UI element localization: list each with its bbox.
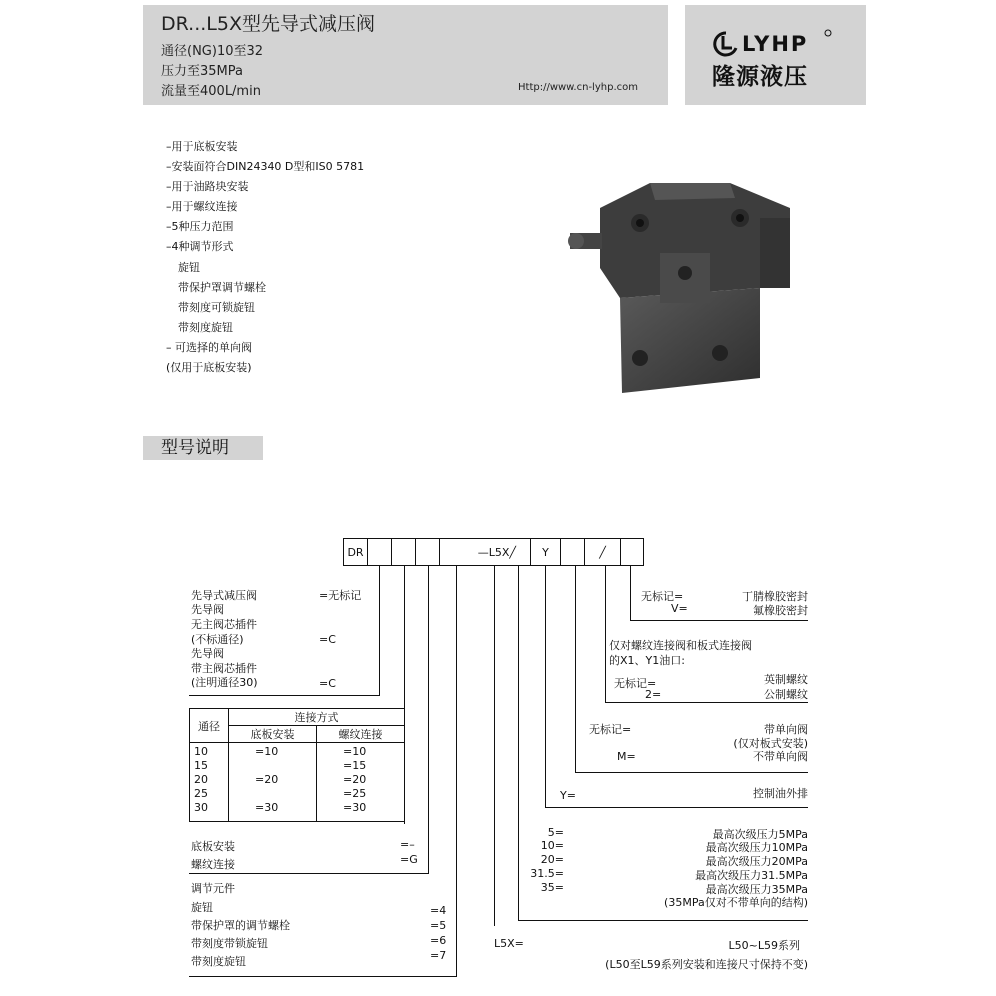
type-label: 先导式减压阀 [191, 589, 257, 602]
spec-line: 通径(NG)10至32 [161, 44, 264, 59]
table-cell: 20 [194, 773, 208, 786]
series-desc: L50~L59系列 [728, 939, 800, 952]
feature-subitem: 带保护罩调节螺栓 [178, 281, 266, 294]
seal-desc: 丁腈橡胶密封 [742, 590, 808, 603]
table-cell: =20 [343, 773, 367, 786]
lyhp-logo-icon [712, 28, 832, 58]
type-label: 无主阀芯插件 [191, 618, 257, 631]
type-code: =C [319, 677, 336, 690]
code-box [391, 538, 416, 566]
table-header: 通径 [190, 709, 229, 743]
connection-table [189, 708, 405, 822]
table-header: 底板安装 [229, 726, 317, 743]
mount-label: 螺纹连接 [191, 858, 235, 871]
feature-item: –安装面符合DIN24340 D型和IS0 5781 [166, 160, 365, 173]
check-desc: 带单向阀 [764, 723, 808, 736]
type-label: 带主阀芯插件 [191, 662, 257, 675]
type-label: 先导阀 [191, 647, 224, 660]
table-cell: 15 [194, 759, 208, 772]
svg-text:LYHP: LYHP [742, 32, 809, 56]
pressure-code: 31.5= [530, 867, 564, 880]
table-cell: =10 [343, 745, 367, 758]
adjust-code: =6 [430, 934, 447, 947]
thread-code: 无标记= [614, 677, 657, 690]
seal-code: V= [671, 602, 688, 615]
code-box [620, 538, 644, 566]
feature-item: –用于底板安装 [166, 140, 238, 153]
code-box: DR [343, 538, 368, 566]
code-box-series: —L5X╱ [439, 538, 531, 566]
pressure-desc: 最高次级压力35MPa [705, 883, 808, 896]
spec-line: 流量至400L/min [161, 84, 261, 99]
table-cell: =25 [343, 787, 367, 800]
port-note: 仅对螺纹连接阀和板式连接阀 [609, 639, 752, 652]
table-header: 连接方式 [229, 709, 405, 726]
type-code: =无标记 [319, 589, 362, 602]
adjust-label: 带保护罩的调节螺栓 [191, 919, 290, 932]
port-note: 的X1、Y1油口: [609, 654, 685, 667]
seal-code: 无标记= [641, 590, 684, 603]
pressure-desc: 最高次级压力5MPa [712, 828, 808, 841]
drain-desc: 控制油外排 [753, 787, 808, 800]
mount-code: =– [400, 838, 415, 851]
feature-item: –5种压力范围 [166, 220, 234, 233]
table-cell: =20 [255, 773, 279, 786]
table-cell [255, 787, 312, 801]
feature-subitem: 带刻度可锁旋钮 [178, 301, 255, 314]
check-desc: 不带单向阀 [753, 750, 808, 763]
feature-item: – 可选择的单向阀 [166, 341, 252, 354]
table-cell: =10 [255, 745, 279, 758]
product-title: DR...L5X型先导式减压阀 [161, 13, 375, 35]
check-code: M= [617, 750, 636, 763]
thread-column [317, 743, 405, 822]
table-cell: 25 [194, 787, 208, 800]
code-box [560, 538, 585, 566]
adjust-label: 带刻度旋钮 [191, 955, 246, 968]
type-label: (不标通径) [191, 633, 244, 646]
adjust-label: 带刻度带锁旋钮 [191, 937, 268, 950]
feature-item: –4种调节形式 [166, 240, 234, 253]
pressure-code: 20= [540, 853, 564, 866]
spec-line: 压力至35MPa [161, 64, 243, 79]
thread-desc: 公制螺纹 [764, 688, 808, 701]
brand-name: 隆源液压 [712, 64, 808, 90]
size-column [190, 743, 229, 822]
mount-code: =G [400, 853, 418, 866]
table-cell: =30 [343, 801, 367, 814]
check-desc: (仅对板式安装) [733, 737, 808, 750]
website-link[interactable]: Http://www.cn-lyhp.com [518, 82, 638, 93]
table-cell: =15 [343, 759, 367, 772]
feature-item: –用于螺纹连接 [166, 200, 238, 213]
seal-desc: 氟橡胶密封 [753, 604, 808, 617]
adjust-code: =4 [430, 904, 447, 917]
pressure-desc: 最高次级压力31.5MPa [695, 869, 808, 882]
table-cell: 10 [194, 745, 208, 758]
check-code: 无标记= [589, 723, 632, 736]
table-cell: 30 [194, 801, 208, 814]
adjust-title: 调节元件 [191, 882, 235, 895]
pressure-code: 35= [540, 881, 564, 894]
feature-item: –用于油路块安装 [166, 180, 249, 193]
table-header: 螺纹连接 [317, 726, 405, 743]
table-cell: =30 [255, 801, 279, 814]
section-title: 型号说明 [143, 436, 263, 460]
adjust-code: =5 [430, 919, 447, 932]
pressure-desc: 最高次级压力10MPa [705, 841, 808, 854]
adjust-code: =7 [430, 949, 447, 962]
code-box [367, 538, 392, 566]
mount-label: 底板安装 [191, 840, 235, 853]
pressure-desc: 最高次级压力20MPa [705, 855, 808, 868]
pressure-note: (35MPa仅对不带单向的结构) [664, 896, 808, 909]
type-code: =C [319, 633, 336, 646]
code-box [415, 538, 440, 566]
feature-subitem: 带刻度旋钮 [178, 321, 233, 334]
pressure-code: 5= [547, 826, 564, 839]
feature-item: (仅用于底板安装) [166, 361, 252, 374]
type-label: (注明通径30) [191, 676, 258, 689]
thread-desc: 英制螺纹 [764, 673, 808, 686]
table-cell [255, 759, 312, 773]
series-note: (L50至L59系列安装和连接尺寸保持不变) [605, 958, 808, 971]
drain-code: Y= [560, 789, 576, 802]
adjust-label: 旋钮 [191, 901, 213, 914]
pressure-code: 10= [540, 839, 564, 852]
series-code: L5X= [494, 937, 524, 950]
plate-column [229, 743, 317, 822]
valve-product-image [560, 178, 810, 398]
thread-code: 2= [645, 688, 662, 701]
type-label: 先导阀 [191, 603, 224, 616]
code-box-slash: ╱ [584, 538, 621, 566]
code-box-drain: Y [530, 538, 561, 566]
feature-subitem: 旋钮 [178, 261, 200, 274]
